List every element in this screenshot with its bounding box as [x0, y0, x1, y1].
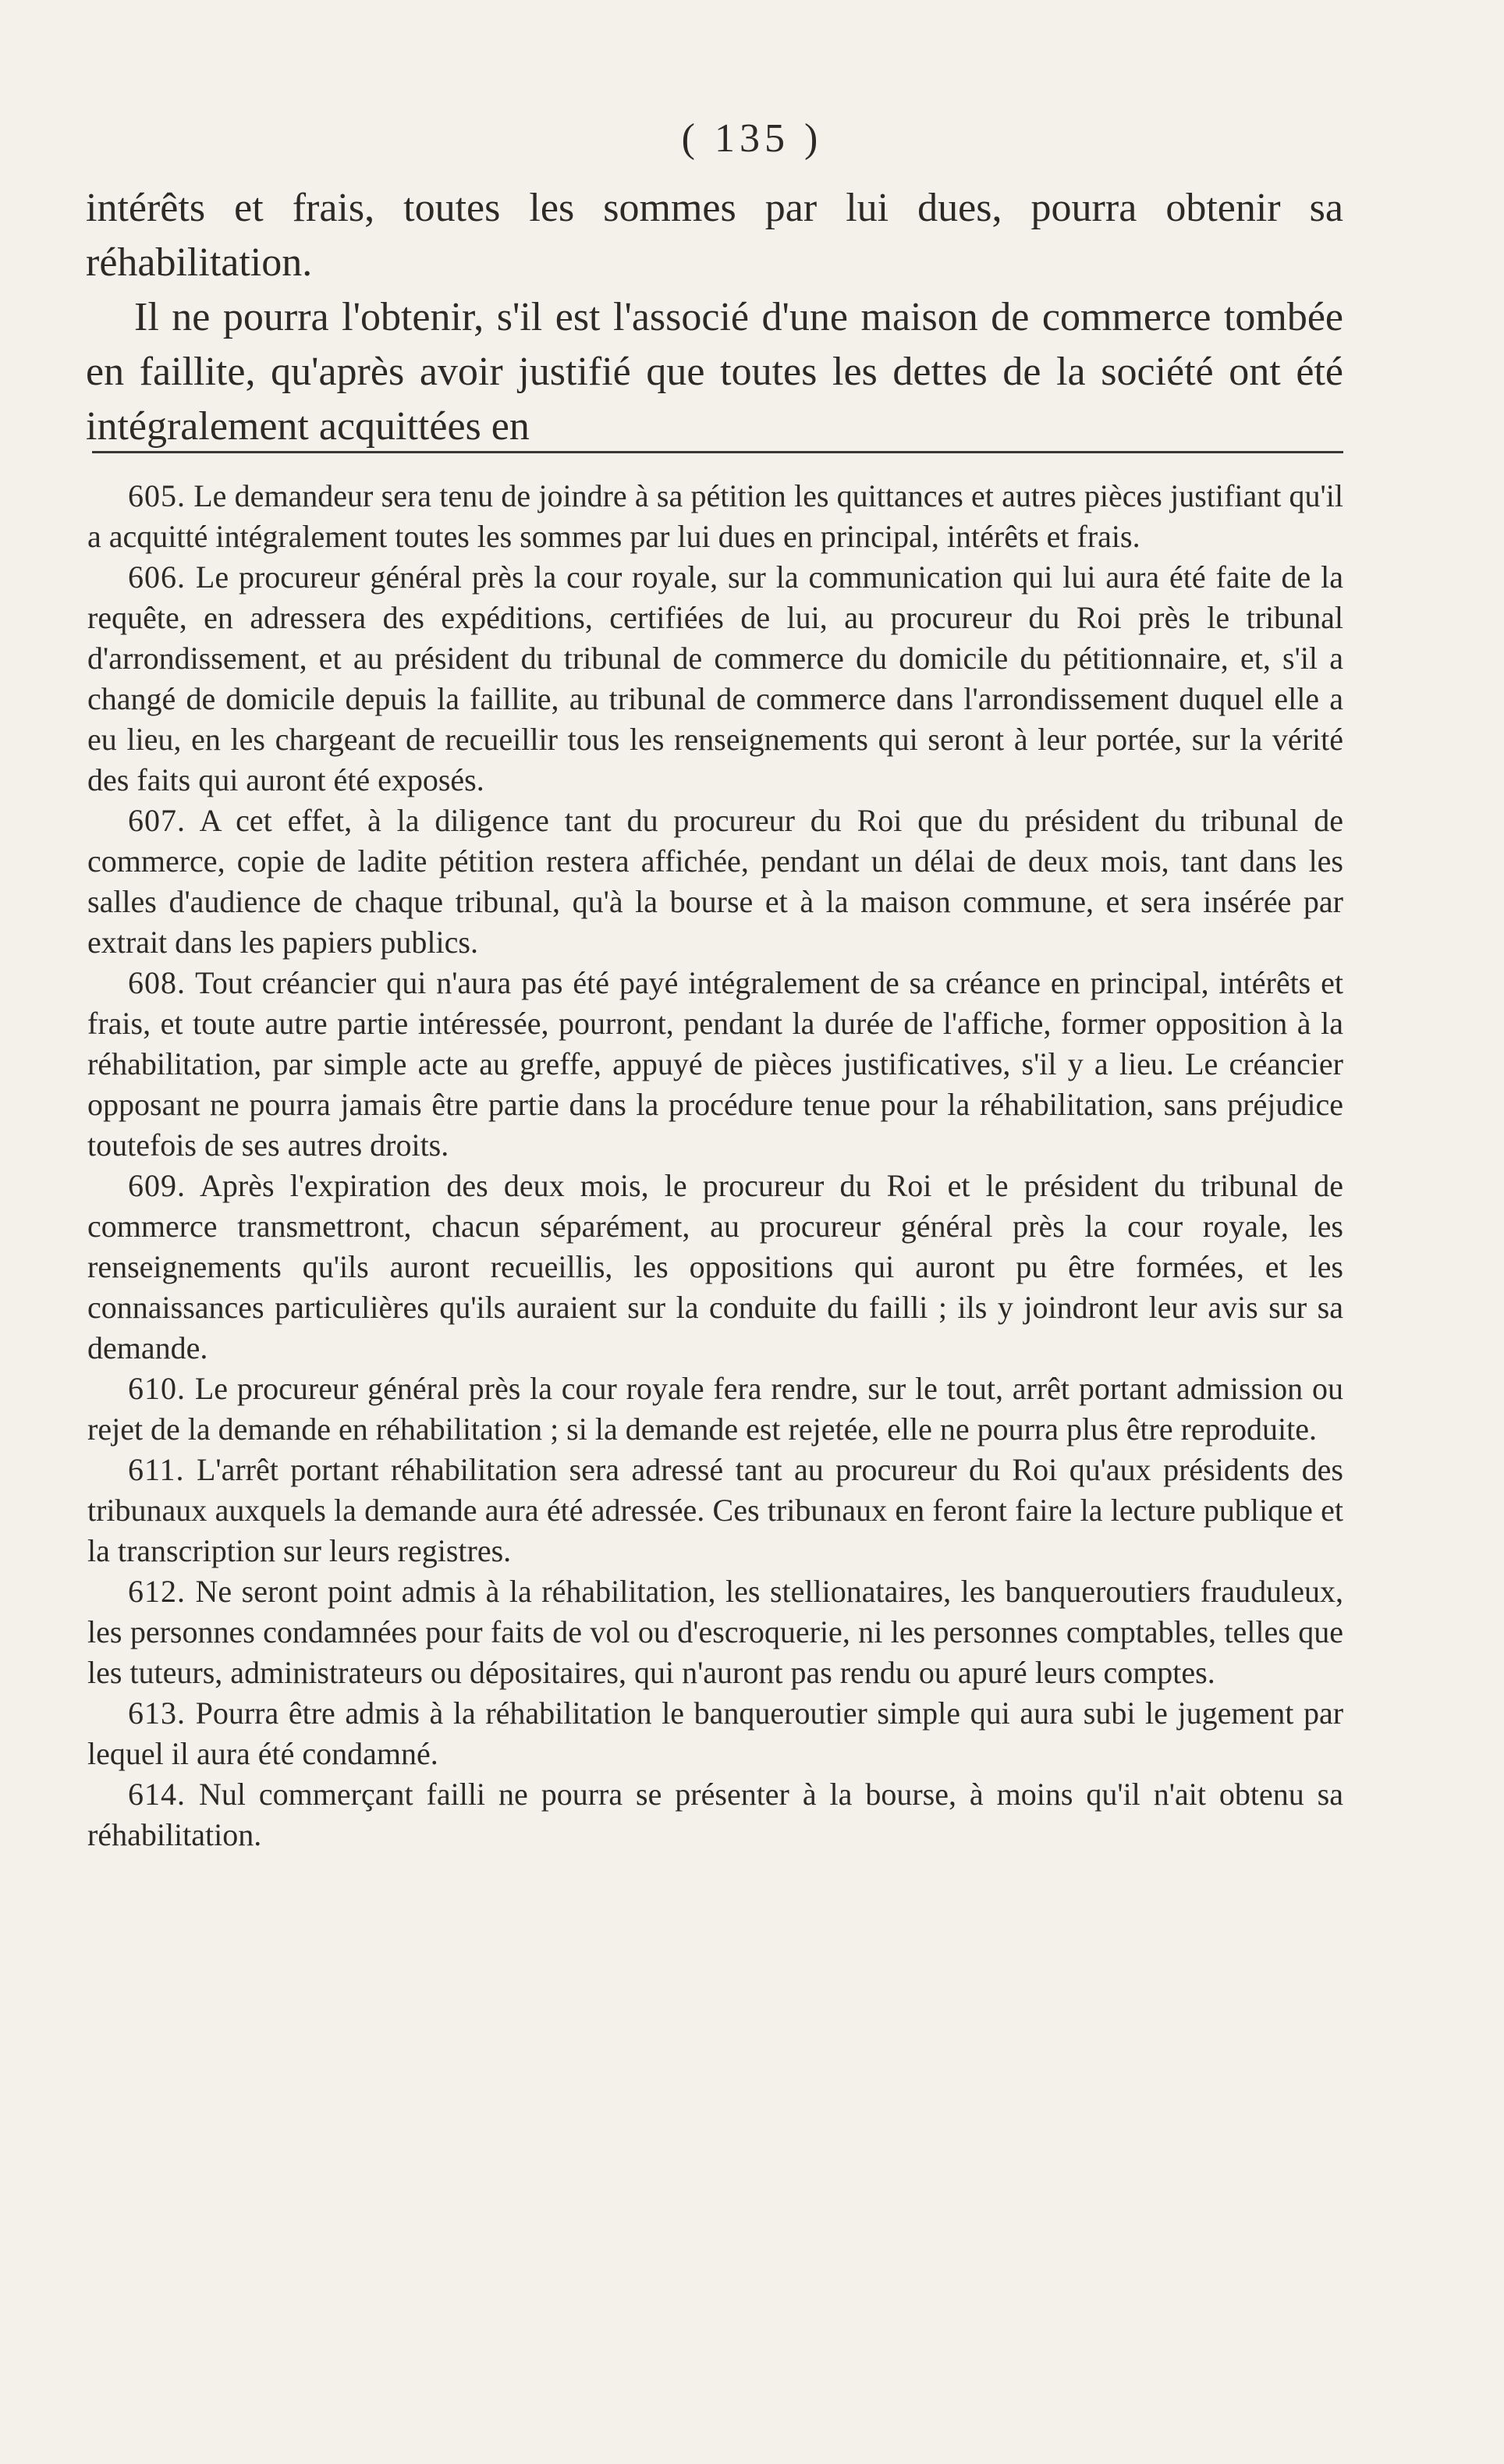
note-606: [87, 557, 1343, 801]
note-number: 607.: [128, 803, 186, 838]
note-text: Le procureur général près la cour royale fera rendre, sur le tout, arrêt portant admission ou rejet de la demande en réhabilitation ; si la demande est rejetée, elle ne pourra plus être reproduite.: [87, 1371, 1344, 1447]
note-608: [87, 963, 1343, 1166]
page-number: ( 135 ): [681, 116, 823, 161]
main-paragraph: Il ne pourra l'obtenir, s'il est l'associé d'une maison de commerce tombée en faillite, qu'après avoir justifié que toutes les dettes de la société ont été intégralement acquittées en: [86, 295, 1343, 449]
note-number: 614.: [128, 1777, 186, 1812]
note-number: 612.: [128, 1574, 186, 1609]
note-text: A cet effet, à la diligence tant du procureur du Roi que du président du tribunal de commerce, copie de ladite pétition restera affichée, pendant un délai de deux mois, tant dans les salles d'audience de chaque tribunal, qu'à la bourse et à la maison commune, et sera insérée par extrait dans les papiers publics.: [87, 803, 1343, 960]
note-text: Pourra être admis à la réhabilitation le banqueroutier simple qui aura subi le jugement par lequel il aura été condamné.: [87, 1695, 1344, 1771]
note-614: [87, 1774, 1343, 1855]
note-number: 608.: [128, 965, 186, 1000]
note-612: [87, 1571, 1343, 1693]
note-607: [87, 801, 1343, 963]
note-610: [87, 1369, 1343, 1450]
note-609: [87, 1166, 1343, 1369]
note-number: 610.: [128, 1371, 186, 1406]
footnote-divider: [92, 451, 1343, 453]
note-number: 609.: [128, 1168, 186, 1203]
note-text: L'arrêt portant réhabilitation sera adressé tant au procureur du Roi qu'aux présidents des tribunaux auxquels la demande aura été adressée. Ces tribunaux en feront faire la lecture publique et la transcription sur leurs registres.: [87, 1452, 1343, 1568]
note-number: 611.: [128, 1452, 185, 1487]
note-text: Après l'expiration des deux mois, le procureur du Roi et le président du tribunal de commerce transmettront, chacun séparément, au procureur général près la cour royale, les renseignements qu'ils auront recueillis, les oppositions qui auront pu être formées, et les connaissances particulières qu'ils auraient sur la conduite du failli ; ils y joindront leur avis sur sa demande.: [87, 1168, 1343, 1365]
note-number: 613.: [128, 1695, 186, 1731]
note-613: [87, 1693, 1343, 1774]
note-number: 606.: [128, 559, 186, 595]
note-text: Le demandeur sera tenu de joindre à sa pétition les quittances et autres pièces justifiant qu'il a acquitté intégralement toutes les sommes par lui dues en principal, intérêts et frais.: [87, 478, 1343, 554]
main-text: [86, 181, 1343, 454]
note-611: [87, 1450, 1343, 1571]
note-605: [87, 476, 1343, 557]
note-number: 605.: [128, 478, 186, 513]
note-text: Le procureur général près la cour royale, sur la communication qui lui aura été faite de la requête, en adressera des expéditions, certifiées de lui, au procureur du Roi près le tribunal d'arrondissement, et au président du tribunal de commerce du domicile du pétitionnaire, et, s'il a changé de domicile depuis la faillite, au tribunal de commerce dans l'arrondissement duquel elle a eu lieu, en les chargeant de recueillir tous les renseignements qui seront à leur portée, sur la vérité des faits qui auront été exposés.: [87, 559, 1344, 797]
note-text: Ne seront point admis à la réhabilitation, les stellionataires, les banqueroutiers frauduleux, les personnes condamnées pour faits de vol ou d'escroquerie, ni les personnes comptables, telles que les tuteurs, administrateurs ou dépositaires, qui n'auront pas rendu ou apuré leurs comptes.: [87, 1574, 1343, 1690]
note-text: Tout créancier qui n'aura pas été payé intégralement de sa créance en principal, intérêts et frais, et toute autre partie intéressée, pourront, pendant la durée de l'affiche, former opposition à la réhabilitation, par simple acte au greffe, appuyé de pièces justificatives, s'il y a lieu. Le créancier opposant ne pourra jamais être partie dans la procédure tenue pour la réhabilitation, sans préjudice toutefois de ses autres droits.: [87, 965, 1344, 1163]
notes-section: [87, 476, 1343, 1855]
main-paragraph: intérêts et frais, toutes les sommes par lui dues, pourra obtenir sa réhabilitation.: [86, 186, 1343, 285]
note-text: Nul commerçant failli ne pourra se présenter à la bourse, à moins qu'il n'ait obtenu sa réhabilitation.: [87, 1777, 1344, 1852]
